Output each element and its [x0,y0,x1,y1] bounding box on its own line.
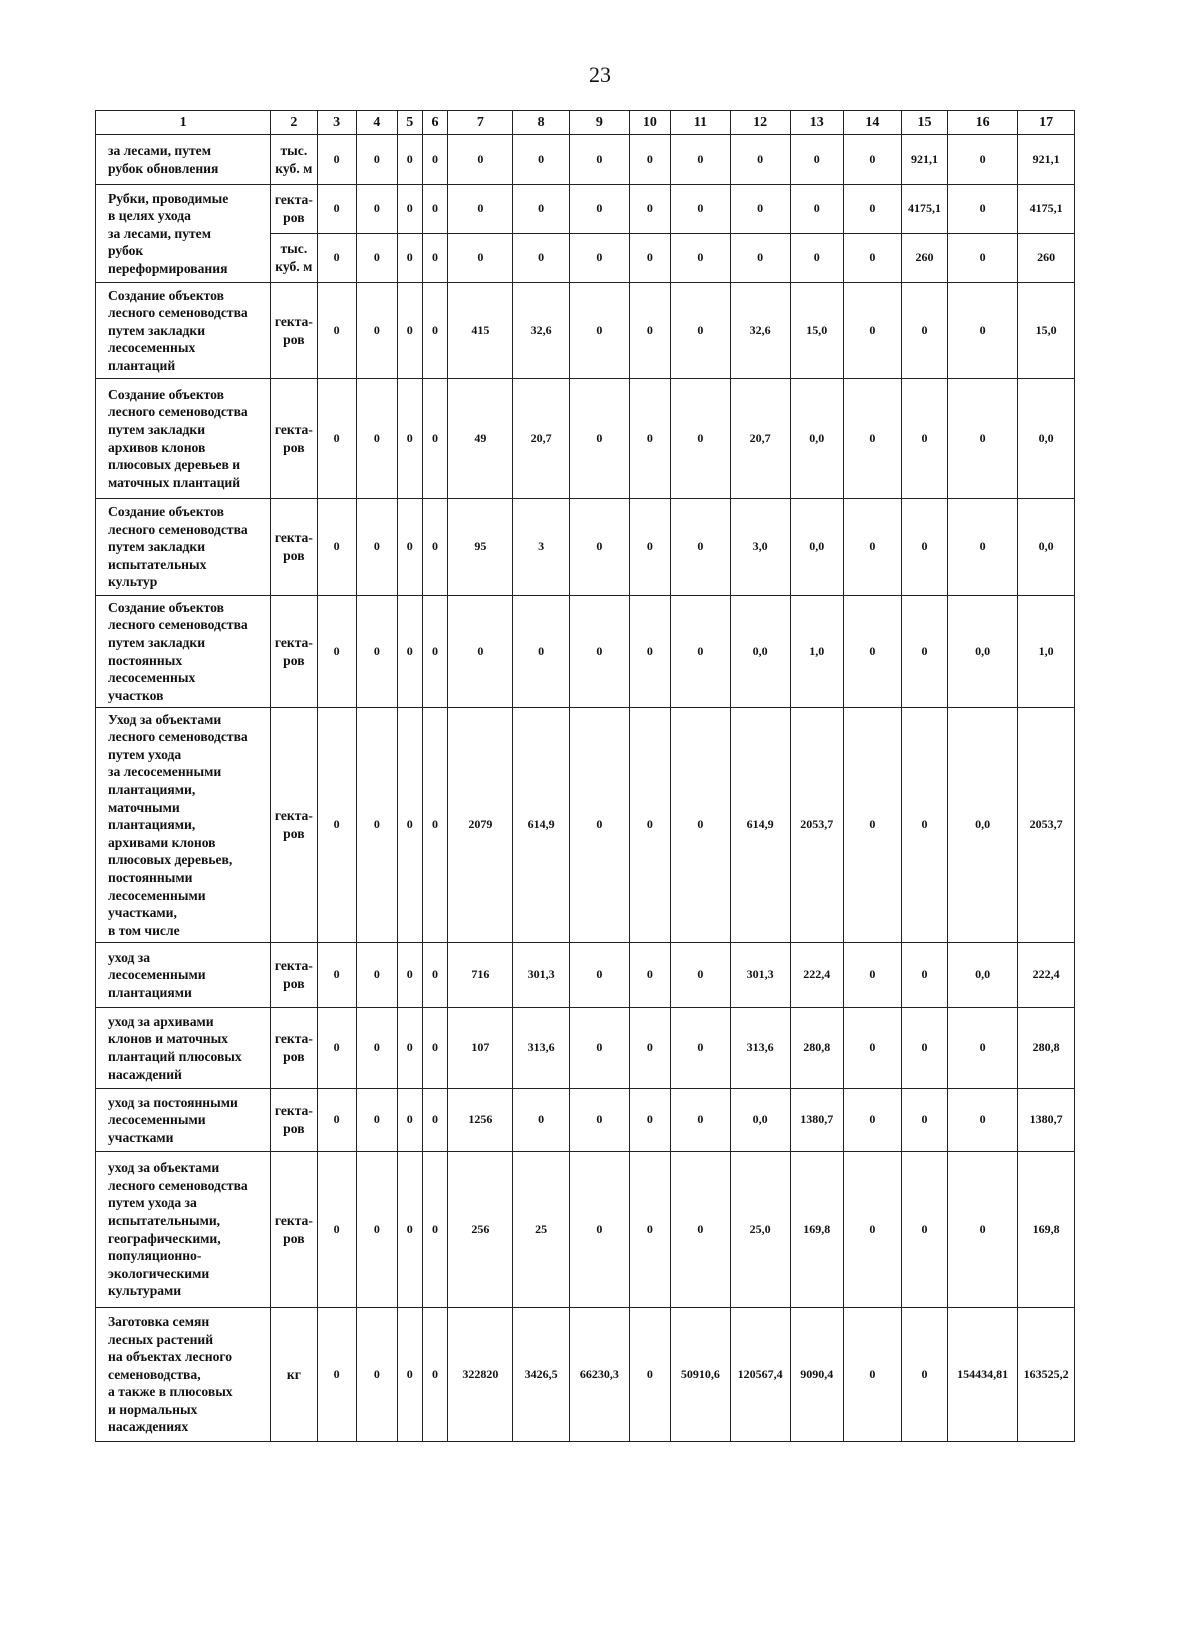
value-cell: 95 [448,499,513,596]
column-header: 6 [422,111,448,135]
value-cell: 0 [397,943,422,1008]
value-cell: 0 [422,234,448,283]
column-header: 2 [271,111,317,135]
value-cell: 0 [569,283,629,379]
value-cell: 0 [569,708,629,943]
value-cell: 0 [397,185,422,234]
value-cell: 0 [670,1008,730,1089]
value-cell: 415 [448,283,513,379]
unit-cell: гекта- ров [271,596,317,708]
value-cell: 0 [422,1008,448,1089]
value-cell: 260 [901,234,947,283]
value-cell: 322820 [448,1308,513,1442]
value-cell: 0 [317,283,356,379]
value-cell: 280,8 [790,1008,844,1089]
value-cell: 0 [901,379,947,499]
value-cell: 0,0 [730,1089,790,1152]
column-header: 11 [670,111,730,135]
value-cell: 0 [397,135,422,185]
value-cell: 0 [513,596,570,708]
value-cell: 0 [844,708,902,943]
value-cell: 0 [901,1152,947,1308]
table-row [96,499,1075,596]
value-cell: 1256 [448,1089,513,1152]
unit-cell: гекта- ров [271,1089,317,1152]
value-cell: 0 [629,943,670,1008]
value-cell: 0 [448,596,513,708]
row-label: Уход за объектами лесного семеноводства путем ухода за лесосеменными плантациями, маточными плантациями, архивами клонов плюсовых деревьев, постоянными лесосеменными участками, в том числе [96,708,271,943]
value-cell: 0 [948,185,1018,234]
value-cell: 0 [948,234,1018,283]
value-cell: 0 [569,135,629,185]
value-cell: 0 [948,1152,1018,1308]
row-label: Создание объектов лесного семеноводства путем закладки лесосеменных плантаций [96,283,271,379]
value-cell: 0 [317,135,356,185]
unit-cell: гекта- ров [271,185,317,234]
value-cell: 0 [569,234,629,283]
value-cell: 0 [901,943,947,1008]
value-cell: 0 [901,708,947,943]
column-header: 8 [513,111,570,135]
value-cell: 3 [513,499,570,596]
unit-cell: гекта- ров [271,1008,317,1089]
value-cell: 4175,1 [1018,185,1075,234]
value-cell: 0 [356,185,397,234]
value-cell: 0 [901,283,947,379]
value-cell: 169,8 [1018,1152,1075,1308]
value-cell: 0,0 [790,379,844,499]
value-cell: 120567,4 [730,1308,790,1442]
value-cell: 301,3 [730,943,790,1008]
unit-cell: гекта- ров [271,283,317,379]
value-cell: 0 [948,283,1018,379]
value-cell: 0 [844,283,902,379]
column-header: 5 [397,111,422,135]
value-cell: 0 [317,1008,356,1089]
value-cell: 0 [513,1089,570,1152]
unit-cell: гекта- ров [271,1152,317,1308]
value-cell: 921,1 [1018,135,1075,185]
value-cell: 32,6 [730,283,790,379]
unit-cell: тыс. куб. м [271,135,317,185]
row-label: уход за архивами клонов и маточных плантаций плюсовых насаждений [96,1008,271,1089]
value-cell: 0,0 [1018,499,1075,596]
value-cell: 0 [356,234,397,283]
value-cell: 0 [670,135,730,185]
value-cell: 0 [844,1152,902,1308]
unit-cell: гекта- ров [271,379,317,499]
value-cell: 0 [629,1152,670,1308]
value-cell: 3,0 [730,499,790,596]
column-header: 13 [790,111,844,135]
value-cell: 0 [629,499,670,596]
value-cell: 0 [317,596,356,708]
value-cell: 0 [629,234,670,283]
value-cell: 32,6 [513,283,570,379]
value-cell: 0 [422,943,448,1008]
value-cell: 313,6 [513,1008,570,1089]
value-cell: 0 [317,943,356,1008]
value-cell: 0 [448,185,513,234]
value-cell: 0 [356,379,397,499]
row-label: Создание объектов лесного семеноводства путем закладки постоянных лесосеменных участков [96,596,271,708]
row-label: Заготовка семян лесных растений на объектах лесного семеноводства, а также в плюсовых и нормальных насаждениях [96,1308,271,1442]
value-cell: 0 [948,1008,1018,1089]
table-row [96,283,1075,379]
value-cell: 0 [317,708,356,943]
value-cell: 0 [422,135,448,185]
value-cell: 0 [397,234,422,283]
value-cell: 0,0 [948,943,1018,1008]
value-cell: 107 [448,1008,513,1089]
value-cell: 169,8 [790,1152,844,1308]
value-cell: 0 [569,499,629,596]
value-cell: 0 [422,596,448,708]
value-cell: 0 [901,499,947,596]
value-cell: 0,0 [948,708,1018,943]
value-cell: 0 [730,234,790,283]
value-cell: 0 [397,1152,422,1308]
value-cell: 0 [448,234,513,283]
value-cell: 15,0 [1018,283,1075,379]
column-header: 12 [730,111,790,135]
value-cell: 0 [356,1008,397,1089]
table-row [96,1008,1075,1089]
value-cell: 0 [356,596,397,708]
value-cell: 0 [397,596,422,708]
value-cell: 301,3 [513,943,570,1008]
value-cell: 0 [448,135,513,185]
value-cell: 0 [948,379,1018,499]
value-cell: 1,0 [1018,596,1075,708]
value-cell: 716 [448,943,513,1008]
row-label: уход за постоянными лесосеменными участками [96,1089,271,1152]
value-cell: 0 [397,1308,422,1442]
table-row [96,1152,1075,1308]
row-label: уход за объектами лесного семеноводства путем ухода за испытательными, географическими, популяционно- экологическими культурами [96,1152,271,1308]
value-cell: 0 [670,1089,730,1152]
value-cell: 0 [513,185,570,234]
value-cell: 280,8 [1018,1008,1075,1089]
value-cell: 921,1 [901,135,947,185]
value-cell: 0 [730,185,790,234]
value-cell: 0 [356,1089,397,1152]
column-header: 9 [569,111,629,135]
page-number: 23 [589,62,611,87]
value-cell: 2053,7 [790,708,844,943]
value-cell: 154434,81 [948,1308,1018,1442]
value-cell: 0 [670,1152,730,1308]
value-cell: 0 [629,379,670,499]
unit-cell: кг [271,1308,317,1442]
column-header: 16 [948,111,1018,135]
value-cell: 4175,1 [901,185,947,234]
value-cell: 0 [422,1308,448,1442]
value-cell: 313,6 [730,1008,790,1089]
value-cell: 0 [422,499,448,596]
value-cell: 260 [1018,234,1075,283]
value-cell: 1380,7 [1018,1089,1075,1152]
value-cell: 0 [317,379,356,499]
value-cell: 1380,7 [790,1089,844,1152]
value-cell: 0 [569,1008,629,1089]
value-cell: 0 [569,943,629,1008]
value-cell: 0 [844,1089,902,1152]
value-cell: 0,0 [948,596,1018,708]
value-cell: 2079 [448,708,513,943]
value-cell: 0 [844,379,902,499]
value-cell: 0 [422,379,448,499]
value-cell: 0 [670,708,730,943]
value-cell: 0 [629,1308,670,1442]
table-row [96,1308,1075,1442]
value-cell: 0 [422,283,448,379]
value-cell: 0 [397,708,422,943]
value-cell: 49 [448,379,513,499]
value-cell: 0 [422,185,448,234]
value-cell: 0 [629,708,670,943]
value-cell: 0,0 [1018,379,1075,499]
value-cell: 0 [670,234,730,283]
table-row [96,708,1075,943]
value-cell: 0 [629,283,670,379]
value-cell: 25,0 [730,1152,790,1308]
value-cell: 614,9 [513,708,570,943]
value-cell: 0 [356,499,397,596]
row-label: за лесами, путем рубок обновления [96,135,271,185]
value-cell: 0 [569,1089,629,1152]
value-cell: 0 [629,135,670,185]
value-cell: 0 [629,185,670,234]
column-header: 3 [317,111,356,135]
value-cell: 0 [670,499,730,596]
value-cell: 0 [670,185,730,234]
value-cell: 0 [397,1089,422,1152]
value-cell: 0 [948,499,1018,596]
value-cell: 0 [670,379,730,499]
value-cell: 0 [569,596,629,708]
value-cell: 0 [513,234,570,283]
column-header: 4 [356,111,397,135]
row-label: Создание объектов лесного семеноводства путем закладки испытательных культур [96,499,271,596]
table-row [96,1089,1075,1152]
data-table [95,110,1075,1442]
value-cell: 0 [317,1308,356,1442]
value-cell: 0 [356,135,397,185]
value-cell: 0 [569,379,629,499]
column-header: 14 [844,111,902,135]
column-header: 1 [96,111,271,135]
value-cell: 0 [356,708,397,943]
value-cell: 0 [397,499,422,596]
value-cell: 66230,3 [569,1308,629,1442]
value-cell: 0 [422,1089,448,1152]
value-cell: 222,4 [790,943,844,1008]
row-label: уход за лесосеменными плантациями [96,943,271,1008]
value-cell: 0 [629,1089,670,1152]
value-cell: 222,4 [1018,943,1075,1008]
value-cell: 0 [569,1152,629,1308]
value-cell: 20,7 [513,379,570,499]
value-cell: 256 [448,1152,513,1308]
value-cell: 0 [844,596,902,708]
value-cell: 0 [397,283,422,379]
value-cell: 0 [670,283,730,379]
value-cell: 0 [629,596,670,708]
value-cell: 0 [569,185,629,234]
value-cell: 0 [844,1008,902,1089]
value-cell: 0 [422,708,448,943]
value-cell: 0 [317,234,356,283]
value-cell: 0 [844,185,902,234]
value-cell: 25 [513,1152,570,1308]
value-cell: 0 [790,234,844,283]
value-cell: 163525,2 [1018,1308,1075,1442]
table-row [96,943,1075,1008]
column-header: 17 [1018,111,1075,135]
value-cell: 0 [317,185,356,234]
value-cell: 0 [356,1152,397,1308]
value-cell: 0 [844,135,902,185]
value-cell: 50910,6 [670,1308,730,1442]
row-label: Рубки, проводимые в целях ухода за лесами, путем рубок переформирования [96,185,271,283]
value-cell: 0 [844,1308,902,1442]
table-row [96,135,1075,185]
value-cell: 0 [317,499,356,596]
unit-cell: гекта- ров [271,943,317,1008]
value-cell: 0 [948,1089,1018,1152]
table-row [96,379,1075,499]
value-cell: 0 [844,234,902,283]
value-cell: 0 [422,1152,448,1308]
value-cell: 2053,7 [1018,708,1075,943]
value-cell: 0 [670,943,730,1008]
value-cell: 0 [356,283,397,379]
value-cell: 0 [629,1008,670,1089]
value-cell: 0 [901,1308,947,1442]
value-cell: 15,0 [790,283,844,379]
value-cell: 3426,5 [513,1308,570,1442]
value-cell: 0 [844,499,902,596]
value-cell: 0 [513,135,570,185]
value-cell: 0 [948,135,1018,185]
value-cell: 0 [356,1308,397,1442]
value-cell: 1,0 [790,596,844,708]
row-label: Создание объектов лесного семеноводства путем закладки архивов клонов плюсовых деревьев и маточных плантаций [96,379,271,499]
value-cell: 614,9 [730,708,790,943]
value-cell: 0 [790,135,844,185]
unit-cell: тыс. куб. м [271,234,317,283]
column-header: 10 [629,111,670,135]
value-cell: 0 [901,1089,947,1152]
value-cell: 0 [901,596,947,708]
value-cell: 0 [730,135,790,185]
value-cell: 20,7 [730,379,790,499]
value-cell: 0,0 [790,499,844,596]
header-row [96,111,1075,135]
value-cell: 0 [901,1008,947,1089]
value-cell: 0 [397,1008,422,1089]
value-cell: 0 [356,943,397,1008]
value-cell: 9090,4 [790,1308,844,1442]
value-cell: 0 [844,943,902,1008]
column-header: 7 [448,111,513,135]
value-cell: 0,0 [730,596,790,708]
value-cell: 0 [790,185,844,234]
column-header: 15 [901,111,947,135]
unit-cell: гекта- ров [271,708,317,943]
unit-cell: гекта- ров [271,499,317,596]
value-cell: 0 [670,596,730,708]
value-cell: 0 [317,1152,356,1308]
value-cell: 0 [397,379,422,499]
table-row [96,185,1075,234]
table-row [96,596,1075,708]
value-cell: 0 [317,1089,356,1152]
